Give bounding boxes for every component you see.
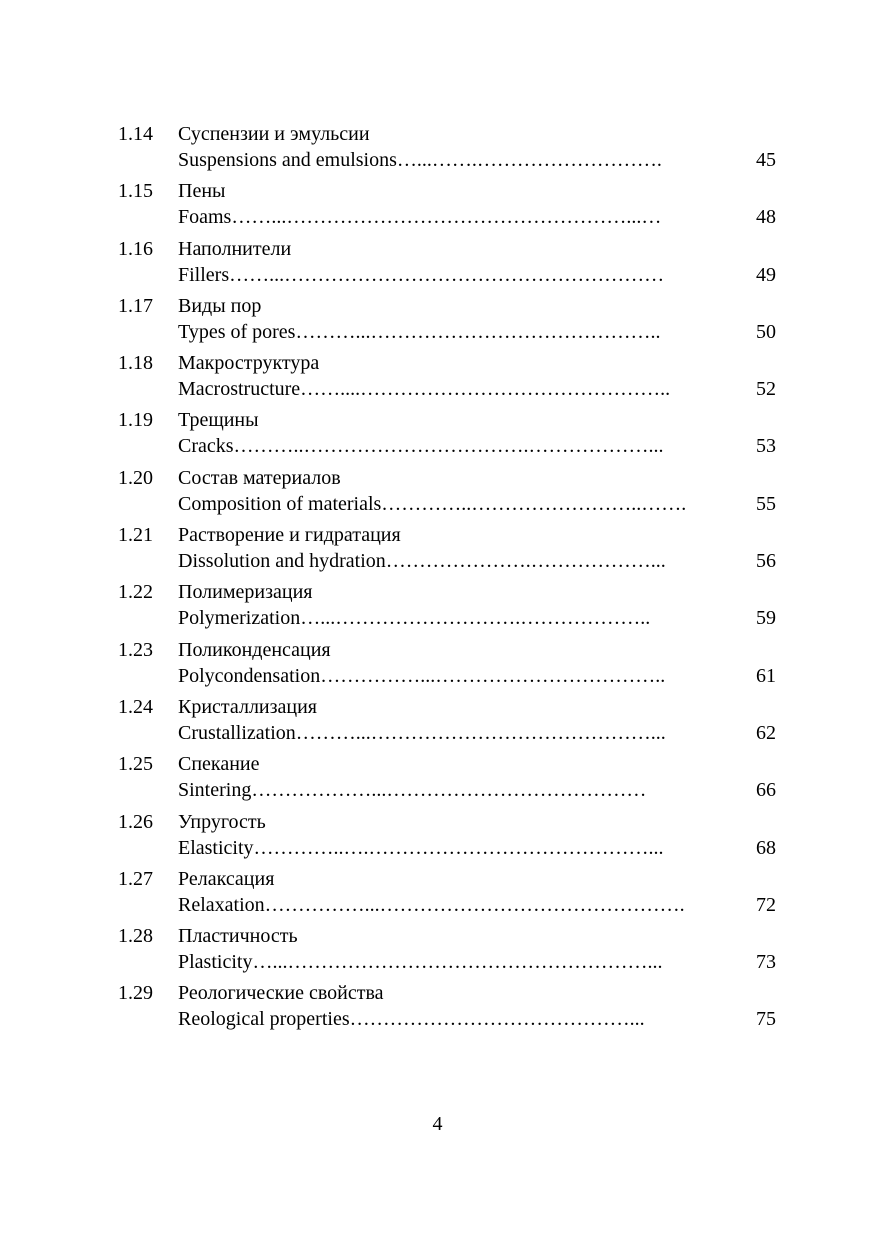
toc-entry [0,465,875,522]
toc-entry [0,293,875,350]
toc-entry [0,522,875,579]
section-number: 1.18 [118,352,153,375]
section-page: 49 [756,263,776,286]
section-title-en: Dissolution and hydration………………….………………... [178,550,666,573]
section-number: 1.17 [118,294,153,317]
section-title-ru: Трещины [178,409,259,432]
section-title-ru: Упругость [178,810,266,833]
section-title-en: Polymerization…...……………………….……………….. [178,607,651,630]
toc-entry [0,178,875,235]
section-page: 53 [756,435,776,458]
toc-entry [0,236,875,293]
toc-entry [0,751,875,808]
toc-entry [0,980,875,1037]
section-title-en: Suspensions and emulsions…...…….………………………. [178,149,662,171]
section-title-en: Sintering………………...………………………………… [178,779,647,802]
section-number: 1.21 [118,524,153,547]
section-title-ru: Макроструктура [178,352,320,375]
section-title-ru: Растворение и гидратация [178,524,401,547]
table-of-contents [0,121,875,1038]
section-page: 66 [756,779,776,802]
section-title-ru: Кристаллизация [178,695,318,718]
section-title-en: Crustallization………...……………………………………... [178,721,666,744]
section-title-en: Cracks………..…………………………….………………... [178,435,664,458]
section-title-en: Fillers……...………………………………………………… [178,263,665,286]
section-number: 1.24 [118,695,153,718]
section-number: 1.15 [118,180,153,203]
section-title-en: Elasticity…………..….……………………………………... [178,836,664,859]
section-number: 1.29 [118,982,153,1005]
section-page: 61 [756,664,776,687]
section-page: 62 [756,721,776,744]
section-number: 1.14 [118,123,153,145]
section-page: 52 [756,378,776,401]
section-title-ru: Релаксация [178,867,275,890]
section-title-en: Polycondensation……………...…………………………….. [178,664,666,687]
section-page: 59 [756,607,776,630]
section-title-ru: Суспензии и эмульсии [178,123,370,145]
section-title-en: Reological properties……………………………………... [178,1008,645,1031]
section-page: 48 [756,206,776,229]
toc-entry [0,694,875,751]
section-title-ru: Пены [178,180,226,203]
toc-entry [0,637,875,694]
section-title-ru: Реологические свойства [178,982,384,1005]
section-page: 56 [756,550,776,573]
section-number: 1.16 [118,237,153,260]
section-title-en: Types of pores………...…………………………………….. [178,320,661,343]
section-page: 72 [756,893,776,916]
section-number: 1.19 [118,409,153,432]
section-number: 1.26 [118,810,153,833]
section-title-en: Composition of materials…………..……………………..……. [178,492,687,515]
section-title-ru: Спекание [178,753,260,776]
section-title-ru: Наполнители [178,237,292,260]
section-page: 68 [756,836,776,859]
toc-entry [0,121,875,178]
section-title-ru: Состав материалов [178,466,341,489]
toc-entry [0,579,875,636]
section-title-en: Macrostructure……....……………………………………….. [178,378,671,401]
toc-entry [0,866,875,923]
toc-entry [0,809,875,866]
section-title-ru: Поликонденсация [178,638,331,661]
section-page: 50 [756,320,776,343]
toc-entry [0,923,875,980]
section-number: 1.22 [118,581,153,604]
page-number: 4 [432,1113,443,1135]
section-page: 73 [756,951,776,974]
section-page: 75 [756,1008,776,1031]
section-number: 1.25 [118,753,153,776]
section-title-ru: Пластичность [178,925,298,948]
section-number: 1.28 [118,925,153,948]
section-title-en: Foams……...……………………………………………...… [178,206,662,229]
section-title-en: Plasticity…...………………………………………………... [178,951,663,974]
section-page: 45 [756,149,776,171]
section-page: 55 [756,492,776,515]
toc-entry [0,350,875,407]
section-title-ru: Виды пор [178,294,262,317]
section-number: 1.23 [118,638,153,661]
section-number: 1.20 [118,466,153,489]
section-title-en: Relaxation……………...………………………………………. [178,893,685,916]
section-number: 1.27 [118,867,153,890]
toc-entry [0,407,875,464]
section-title-ru: Полимеризация [178,581,313,604]
